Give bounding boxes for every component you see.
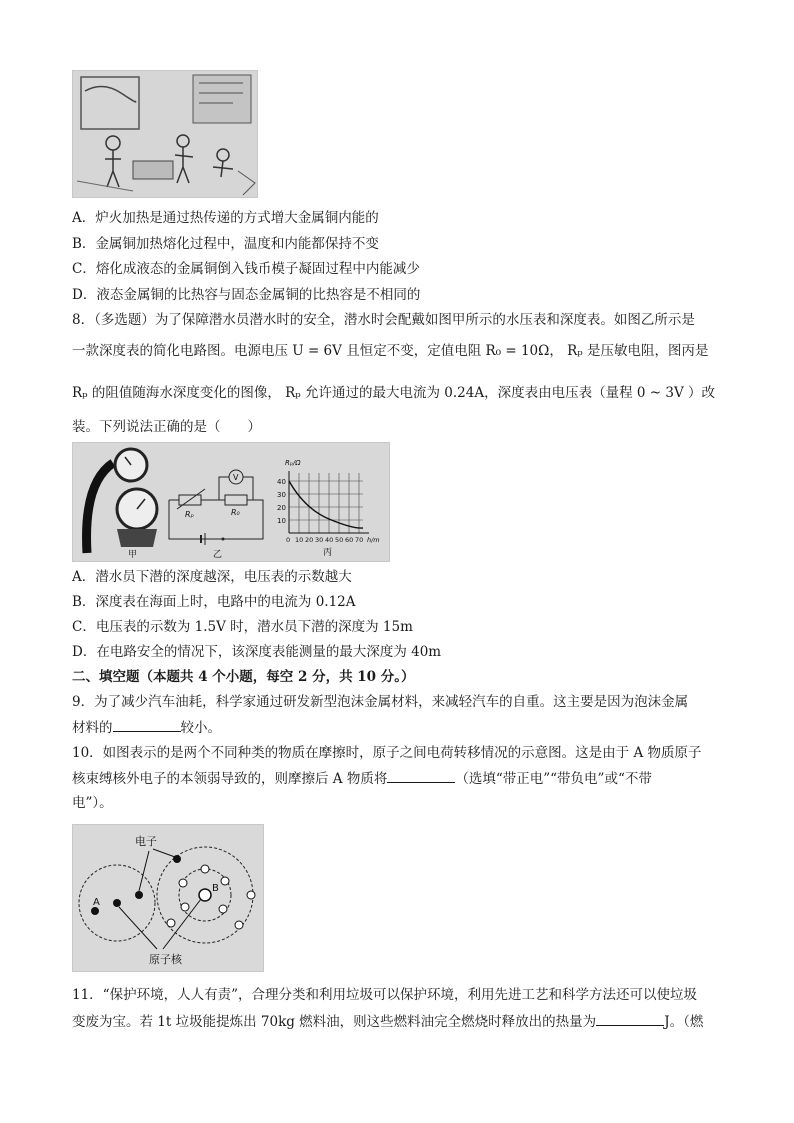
atom-b-label: B — [212, 883, 219, 894]
label-yi: 乙 — [213, 550, 223, 560]
q10-answer-blank[interactable] — [387, 768, 455, 783]
q11-answer-blank[interactable] — [596, 1011, 664, 1026]
electron-label: 电子 — [135, 835, 157, 848]
q8-stem-line-2: 一款深度表的简化电路图。电源电压 U = 6V 且恒定不变，定值电阻 R₀ = 10Ω， Rₚ 是压敏电阻，图丙是 — [72, 343, 709, 359]
x-tick-40: 40 — [325, 536, 334, 544]
graph-y-label: Rₚ/Ω — [285, 459, 301, 467]
q10-line-3: 电”）。 — [72, 795, 113, 811]
q8-option-d: D．在电路安全的情况下，该深度表能测量的最大深度为 40m — [72, 644, 442, 660]
q7-option-c: C．熔化成液态的金属铜倒入钱币模子凝固过程中内能减少 — [72, 261, 420, 277]
x-tick-0: 0 — [286, 536, 291, 544]
q10-line-1: 10．如图表示的是两个不同种类的物质在摩擦时，原子之间电荷转移情况的示意图。这是由于 A 物质原子 — [72, 745, 702, 761]
label-bing: 丙 — [323, 548, 333, 558]
y-tick-20: 20 — [277, 504, 286, 512]
q7-option-d: D．液态金属铜的比热容与固态金属铜的比热容是不相同的 — [72, 287, 421, 303]
q8-option-a: A．潜水员下潜的深度越深，电压表的示数越大 — [72, 569, 352, 585]
q11-line-2-post: J。（燃 — [664, 1014, 704, 1030]
q11-line-2 — [72, 1011, 703, 1032]
q11-line-2-pre: 变废为宝。若 1t 垃圾能提炼出 70kg 燃料油，则这些燃料油完全燃烧时释放出的热量为 — [72, 1014, 597, 1030]
label-r0: R₀ — [231, 508, 240, 517]
y-tick-30: 30 — [277, 491, 286, 499]
q10-line-2-post: （选填“带正电”“带负电”或“不带 — [455, 771, 652, 787]
atom-a-label: A — [93, 897, 100, 908]
nucleus-label: 原子核 — [149, 953, 182, 966]
q9-line-1: 9．为了减少汽车油耗，科学家通过研发新型泡沫金属材料，来减轻汽车的自重。这主要是因为泡沫金属 — [72, 694, 689, 710]
q7-option-a: A．炉火加热是通过热传递的方式增大金属铜内能的 — [72, 210, 379, 226]
q9-line-2 — [72, 717, 221, 738]
coin-casting-drawing — [73, 71, 257, 197]
y-tick-40: 40 — [277, 478, 286, 486]
atom-charge-transfer-figure — [72, 824, 264, 972]
q10-line-2-pre: 核束缚核外电子的本领弱导致的，则摩擦后 A 物质将 — [72, 771, 388, 787]
x-tick-70: 70 — [355, 536, 364, 544]
q7-option-b: B．金属铜加热熔化过程中，温度和内能都保持不变 — [72, 236, 379, 252]
label-jia: 甲 — [128, 550, 138, 560]
depth-gauge-drawing — [73, 443, 389, 561]
q8-stem-line-1: 8．（多选题）为了保障潜水员潜水时的安全，潜水时会配戴如图甲所示的水压表和深度表。如图乙所示是 — [72, 312, 695, 328]
graph-x-label: h/m — [367, 536, 380, 544]
q8-stem-line-4: 装。下列说法正确的是（ ） — [72, 419, 261, 435]
x-tick-50: 50 — [335, 536, 344, 544]
coin-casting-illustration — [72, 70, 258, 198]
x-tick-30: 30 — [315, 536, 324, 544]
section-2-heading: 二、填空题（本题共 4 个小题，每空 2 分，共 10 分。） — [72, 669, 415, 685]
label-rp: Rₚ — [185, 510, 194, 519]
atom-drawing — [73, 825, 263, 971]
q11-line-1: 11．“保护环境，人人有责”，合理分类和利用垃圾可以保护环境，利用先进工艺和科学方法还可以使垃圾 — [72, 987, 697, 1003]
atom-a-nucleus — [113, 899, 121, 907]
x-tick-20: 20 — [305, 536, 314, 544]
q10-line-2 — [72, 768, 652, 789]
x-tick-60: 60 — [345, 536, 354, 544]
q8-option-b: B．深度表在海面上时，电路中的电流为 0.12A — [72, 594, 356, 610]
y-tick-10: 10 — [277, 517, 286, 525]
x-tick-10: 10 — [295, 536, 304, 544]
q9-line-2-pre: 材料的 — [72, 720, 113, 736]
q8-option-c: C．电压表的示数为 1.5V 时，潜水员下潜的深度为 15m — [72, 619, 413, 635]
q9-answer-blank[interactable] — [113, 717, 181, 732]
q8-stem-line-3: Rₚ 的阻值随海水深度变化的图像， Rₚ 允许通过的最大电流为 0.24A，深度表由电压表（量程 0 ~ 3V ）改 — [72, 385, 716, 401]
q9-line-2-post: 较小。 — [180, 720, 221, 736]
depth-gauge-figure — [72, 442, 390, 562]
voltmeter-label: V — [233, 473, 239, 482]
